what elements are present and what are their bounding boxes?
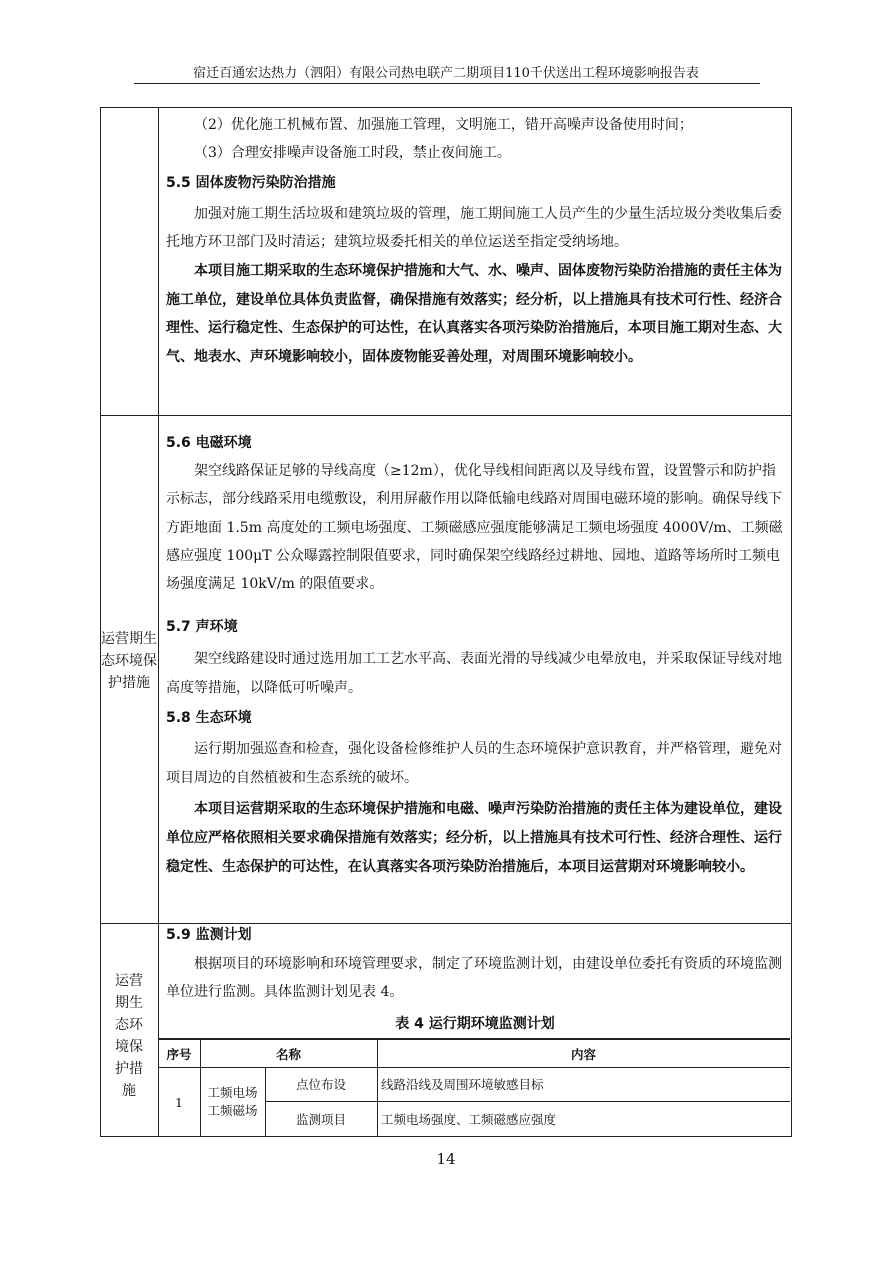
row-1-name: 工频电场 工频磁场 xyxy=(207,1085,258,1118)
row-1-key-2: 监测项目 xyxy=(295,1112,346,1127)
paragraph-5-9: 根据项目的环境影响和环境管理要求，制定了环境监测计划，由建设单位委托有资质的环境监测单位进行监测。具体监测计划见表 4。 xyxy=(166,956,782,1000)
heading-5-5: 5.5 固体废物污染防治措施 xyxy=(166,175,336,191)
operation-summary: 本项目运营期采取的生态环境保护措施和电磁、噪声污染防治措施的责任主体为建设单位，建设单位应严格依照相关要求确保措施有效落实；经分析，以上措施具有技术可行性、经济合理性、运行稳定性、生态保护的可达性，在认真落实各项污染防治措施后，本项目运营期对环境影响较小。 xyxy=(166,801,782,875)
paragraph-5-8: 运行期加强巡查和检查，强化设备检修维护人员的生态环境保护意识教育，并严格管理，避免对项目周边的自然植被和生态系统的破坏。 xyxy=(166,741,782,786)
page-number: 14 xyxy=(436,1150,456,1168)
heading-5-9: 5.9 监测计划 xyxy=(166,927,252,943)
header-name: 名称 xyxy=(275,1046,301,1062)
row-1-value-1: 线路沿线及周围环境敏感目标 xyxy=(381,1077,544,1092)
header-rule xyxy=(134,83,760,84)
header-no: 序号 xyxy=(166,1046,192,1062)
paragraph-5-6: 架空线路保证足够的导线高度（≥12m），优化导线相间距离以及导线布置，设置警示和防护指示标志，部分线路采用电缆敷设，利用屏蔽作用以降低输电线路对周围电磁环境的影响。确保导线下方距地面 1.5m 高度处的工频电场强度、工频磁感应强度能够满足工频电场强度 4000V/m、工频磁感应强度 100μT 公众曝露控制限值要求，同时确保架空线路经过耕地、园地、道路等场所时工频电场强度满足 10kV/m 的限值要求。 xyxy=(166,463,783,593)
heading-5-6: 5.6 电磁环境 xyxy=(166,435,252,451)
table-caption: 表 4 运行期环境监测计划 xyxy=(395,1016,555,1032)
heading-5-7: 5.7 声环境 xyxy=(166,619,238,635)
row-divider-1 xyxy=(100,415,792,416)
construction-summary: 本项目施工期采取的生态环境保护措施和大气、水、噪声、固体废物污染防治措施的责任主体为施工单位，建设单位具体负责监督，确保措施有效落实；经分析，以上措施具有技术可行性、经济合理性、运行稳定性、生态保护的可达性，在认真落实各项污染防治措施后，本项目施工期对生态、大气、地表水、声环境影响较小，固体废物能妥善处理，对周围环境影响较小。 xyxy=(166,263,782,365)
paragraph-noise-3: （3）合理安排噪声设备施工时段，禁止夜间施工。 xyxy=(194,145,511,161)
paragraph-noise-2: （2）优化施工机械布置、加强施工管理，文明施工，错开高噪声设备使用时间； xyxy=(194,117,693,133)
header-content: 内容 xyxy=(570,1046,596,1062)
paragraph-5-5: 加强对施工期生活垃圾和建筑垃圾的管理，施工期间施工人员产生的少量生活垃圾分类收集后委托地方环卫部门及时清运；建筑垃圾委托相关的单位运送至指定受纳场地。 xyxy=(166,206,782,250)
document-header: 宿迁百通宏达热力（泗阳）有限公司热电联产二期项目110千伏送出工程环境影响报告表 xyxy=(193,66,699,81)
row-1-no: 1 xyxy=(175,1094,183,1110)
paragraph-5-7: 架空线路建设时通过选用加工工艺水平高、表面光滑的导线减少电晕放电，并采取保证导线对地高度等措施，以降低可听噪声。 xyxy=(166,651,782,696)
heading-5-8: 5.8 生态环境 xyxy=(166,710,252,726)
row-1-value-2: 工频电场强度、工频磁感应强度 xyxy=(381,1112,557,1127)
label-operation-measures: 运营期生态环境保护措施 xyxy=(101,631,157,691)
label-operation-monitoring: 运营期生态环境保护措施 xyxy=(115,973,143,1099)
column-divider xyxy=(158,107,159,1137)
row-1-key-1: 点位布设 xyxy=(295,1077,346,1092)
